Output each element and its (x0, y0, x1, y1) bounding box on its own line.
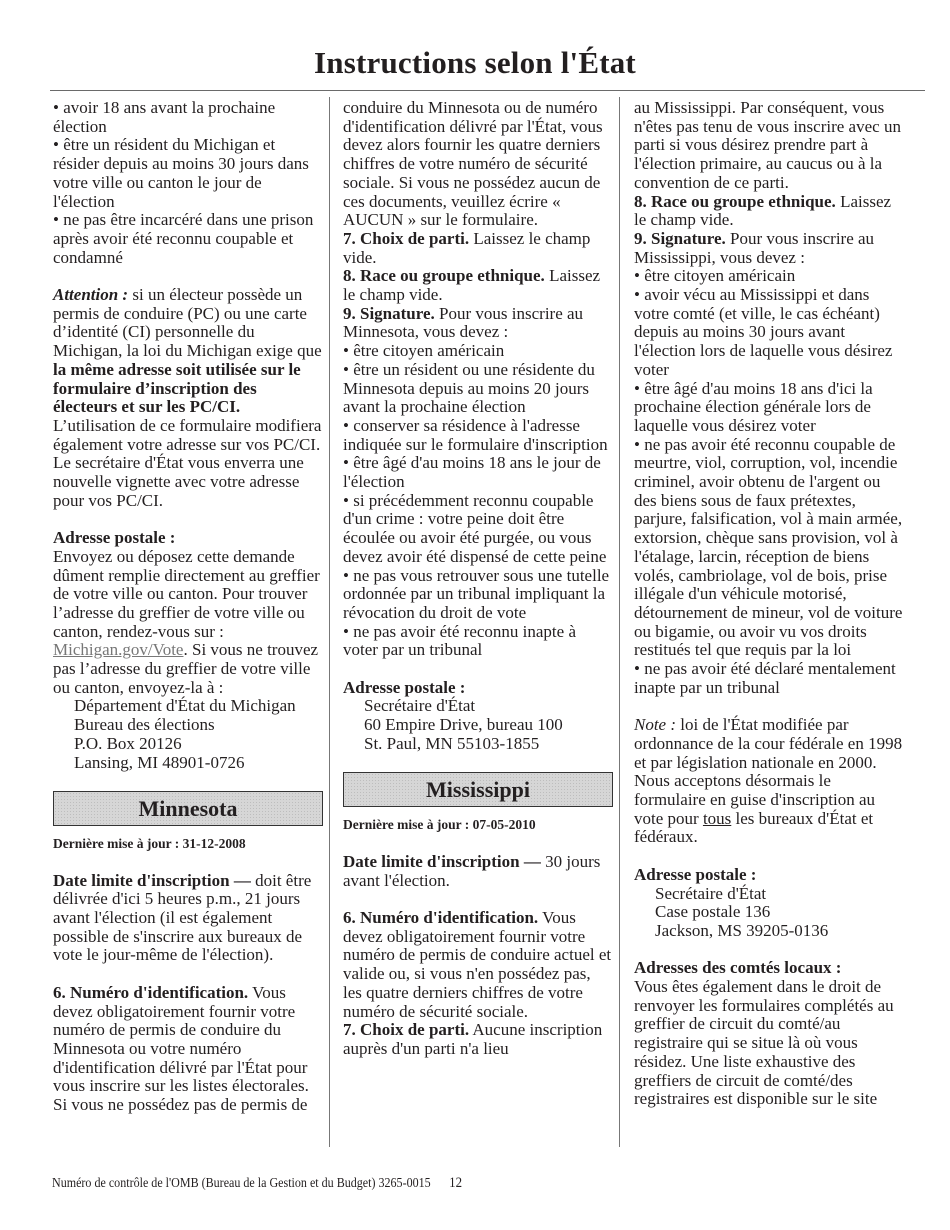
minnesota-party: 7. Choix de parti. Laissez le champ vide. (343, 228, 591, 267)
mississippi-note: Note : loi de l'État modifiée par ordonnance de la cour fédérale en 1998 et par législation nationale en 2000. Nous acceptons désormais le formulaire en guise d'inscription au vote pour tous les bureaux d'État et fédéraux. (634, 715, 903, 847)
mississippi-mail-heading: Adresse postale : (634, 864, 757, 884)
minnesota-address-line: St. Paul, MN 55103-1855 (364, 733, 540, 753)
michigan-requirement: • ne pas être incarcéré dans une prison après avoir été reconnu coupable et condamné (53, 210, 314, 267)
michigan-address-line: P.O. Box 20126 (74, 733, 182, 753)
mississippi-address-line: Secrétaire d'État (655, 883, 767, 903)
mississippi-deadline: Date limite d'inscription — 30 jours avant l'élection. (343, 851, 601, 890)
michigan-address-line: Bureau des élections (74, 715, 215, 735)
state-header-mississippi: Mississippi (343, 772, 613, 807)
michigan-vote-link[interactable]: Michigan.gov/Vote (53, 640, 184, 660)
last-updated: Dernière mise à jour : 31-12-2008 (53, 835, 246, 851)
last-updated: Dernière mise à jour : 07-05-2010 (343, 817, 536, 833)
attention-label: Attention : (53, 285, 129, 305)
mississippi-address-line: Case postale 136 (655, 902, 771, 922)
page-title: Instructions selon l'État (314, 45, 636, 80)
minnesota-requirement: • si précédemment reconnu coupable d'un crime : votre peine doit être écoulée ou avoir été purgée, ou vous devez avoir été dispensé de cette peine (343, 490, 607, 566)
minnesota-address-line: Secrétaire d'État (364, 696, 476, 716)
column-1 (53, 99, 323, 1115)
page-number: 12 (449, 1175, 463, 1191)
mississippi-requirement: • être âgé d'au moins 18 ans d'ici la prochaine élection générale lors de laquelle vous désirez voter (634, 378, 873, 435)
mississippi-requirement: • être citoyen américain (634, 266, 796, 286)
michigan-address-line: Département d'État du Michigan (74, 696, 296, 716)
michigan-mail-paragraph: Envoyez ou déposez cette demande dûment remplie directement au greffier de votre ville ou canton. Pour trouver l’adresse du greffier de votre ville ou canton, rendez-vous sur : Michigan.gov/Vote. Si vous ne trouvez pas l’adresse du greffier de votre ville ou canton, envoyez-la à : (53, 546, 320, 697)
mississippi-requirement: • avoir vécu au Mississippi et dans votre comté (et ville, le cas échéant) depuis au moins 30 jours avant l'élection lors de laquelle vous désirez voter (634, 285, 893, 379)
minnesota-mail-heading: Adresse postale : (343, 677, 466, 697)
minnesota-signature: 9. Signature. Pour vous inscrire au Minnesota, vous devez : (343, 303, 584, 342)
note-label: Note : (634, 715, 677, 735)
minnesota-requirement: • être un résident ou une résidente du Minnesota depuis au moins 20 jours avant la prochaine élection (343, 359, 595, 417)
michigan-mail-heading: Adresse postale : (53, 528, 176, 548)
mississippi-party-continued: au Mississippi. Par conséquent, vous n'êtes pas tenu de vous inscrire avec un parti si vous désirez prendre part à l'élection primaire, au caucus ou à la convention de ce parti. (634, 98, 901, 192)
minnesota-requirement: • ne pas vous retrouver sous une tutelle ordonnée par un tribunal impliquant la révocation du droit de vote (343, 565, 610, 622)
column-divider (329, 97, 330, 1147)
minnesota-id-continued: conduire du Minnesota ou de numéro d'identification délivré par l'État, vous devez alors fournir les quatre derniers chiffres de votre numéro de sécurité sociale. Si vous ne possédez aucun de ces documents, veuillez écrire « AUCUN » sur le formulaire. (343, 98, 603, 230)
minnesota-requirement: • être citoyen américain (343, 341, 505, 361)
column-divider (619, 97, 620, 1147)
mississippi-address-line: Jackson, MS 39205-0136 (655, 920, 829, 940)
michigan-requirement: • être un résident du Michigan et résider depuis au moins 30 jours dans votre ville ou canton le jour de l'élection (53, 135, 309, 211)
state-header-minnesota: Minnesota (53, 791, 323, 826)
mississippi-id-paragraph: 6. Numéro d'identification. Vous devez obligatoirement fournir votre numéro de permis de conduire actuel et valide ou, si vous n'en possédez pas, les quatre derniers chiffres de votre numéro de sécurité sociale. (343, 908, 612, 1021)
minnesota-deadline: Date limite d'inscription — doit être délivrée d'ici 5 heures p.m., 21 jours avant l'élection (il est également possible de s'inscrire aux bureaux de vote le jour-même de l'élection). (53, 870, 312, 965)
mississippi-signature: 9. Signature. Pour vous inscrire au Mississippi, vous devez : (634, 228, 875, 267)
minnesota-requirement: • être âgé d'au moins 18 ans le jour de l'élection (343, 453, 601, 492)
michigan-address-line: Lansing, MI 48901-0726 (74, 752, 245, 772)
column-2 (343, 99, 613, 1059)
column-3 (634, 99, 904, 1109)
mississippi-requirement: • ne pas avoir été déclaré mentalement inapte par un tribunal (634, 659, 896, 697)
minnesota-requirement: • conserver sa résidence à l'adresse indiquée sur le formulaire d'inscription (343, 415, 608, 454)
county-paragraph: Vous êtes également dans le droit de renvoyer les formulaires complétés au greffier de circuit du comté/au registraire qui se situe là où vous résidez. Une liste exhaustive des greffiers de circuit de comté/des registraires est disponible sur le site (634, 977, 894, 1109)
county-heading: Adresses des comtés locaux : (634, 958, 842, 978)
michigan-attention-paragraph: Attention : si un électeur possède un permis de conduire (PC) ou une carte d’identité (CI) personnelle du Michigan, la loi du Michigan exige que la même adresse soit utilisée sur le formulaire d’inscription des électeurs et sur les PC/CI. L’utilisation de ce formulaire modifiera également votre adresse sur vos PC/CI. Le secrétaire d'État vous enverra une nouvelle vignette avec votre adresse pour vos PC/CI. (53, 285, 322, 510)
minnesota-race: 8. Race ou groupe ethnique. Laissez le champ vide. (343, 266, 601, 305)
mississippi-race: 8. Race ou groupe ethnique. Laissez le champ vide. (634, 191, 892, 230)
title-rule (50, 90, 925, 91)
attention-emphasis: la même adresse soit utilisée sur le formulaire d’inscription des électeurs et sur les PC/CI. (53, 359, 301, 417)
omb-control-number: Numéro de contrôle de l'OMB (Bureau de la Gestion et du Budget) 3265-0015 (52, 1176, 431, 1191)
michigan-requirement: • avoir 18 ans avant la prochaine élection (53, 98, 276, 136)
mississippi-requirement: • ne pas avoir été reconnu coupable de meurtre, viol, corruption, vol, incendie criminel, avoir obtenu de l'argent ou des biens sous de faux prétextes, parjure, falsification, vol à main armée, extorsion, chèque sans provision, vol à l'étalage, larcin, réception de biens volés, cambriolage, vol de bois, prise illégale d'un véhicule motorisé, détournement de mineur, vol de voiture ou bigamie, ou avoir vu vos droits restitués tel que requis par la loi (634, 434, 903, 660)
minnesota-requirement: • ne pas avoir été reconnu inapte à voter par un tribunal (343, 621, 576, 660)
mississippi-party: 7. Choix de parti. Aucune inscription auprès d'un parti n'a lieu (343, 1020, 603, 1058)
minnesota-id-paragraph: 6. Numéro d'identification. Vous devez obligatoirement fournir votre numéro de permis de conduire du Minnesota ou votre numéro d'identification délivré par l'État pour vous inscrire sur les listes électorales. Si vous ne possédez pas de permis de (53, 982, 309, 1115)
page-footer (52, 1175, 462, 1192)
minnesota-address-line: 60 Empire Drive, bureau 100 (364, 715, 563, 735)
